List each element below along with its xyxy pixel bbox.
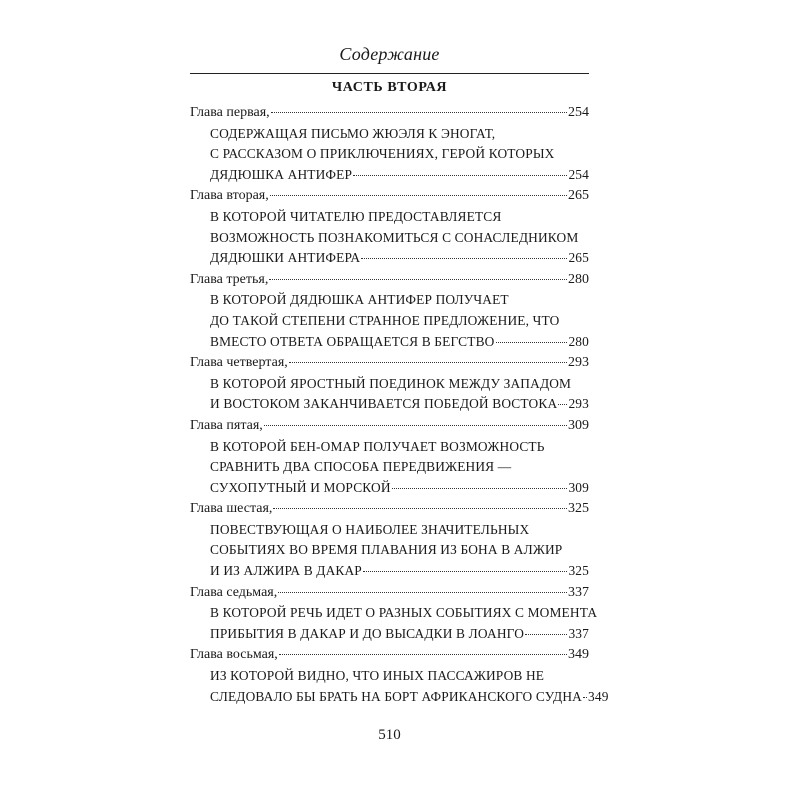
chapter-description-line-text: СОДЕРЖАЩАЯ ПИСЬМО ЖЮЭЛЯ К ЭНОГАТ,: [210, 125, 496, 141]
chapter-description-line-text: СРАВНИТЬ ДВА СПОСОБА ПЕРЕДВИЖЕНИЯ —: [210, 459, 512, 475]
chapter-description-line-page-number: 337: [568, 625, 589, 641]
dot-leader: [271, 112, 567, 113]
chapter-heading: [190, 645, 589, 666]
chapter-description-line: [190, 437, 589, 458]
chapter-description-line-page-number: 265: [568, 250, 589, 266]
dot-leader: [273, 508, 567, 509]
chapter-description-line-text: СОБЫТИЯХ ВО ВРЕМЯ ПЛАВАНИЯ ИЗ БОНА В АЛЖИР: [210, 542, 563, 558]
part-title: ЧАСТЬ ВТОРАЯ: [331, 80, 448, 95]
toc-chapter-entry: [190, 416, 589, 498]
chapter-description-line: [190, 666, 589, 687]
chapter-description-line: [190, 624, 589, 645]
chapter-description-line-text: ДЯДЮШКИ АНТИФЕРА: [210, 250, 361, 266]
chapter-description-line-text: ПРИБЫТИЯ В ДАКАР И ДО ВЫСАДКИ В ЛОАНГО: [210, 625, 525, 641]
chapter-description-line: [190, 520, 589, 541]
chapter-description-line: [190, 394, 589, 415]
toc-chapter-entry: [190, 499, 589, 581]
dot-leader: [496, 342, 568, 343]
chapter-description-line: [190, 687, 609, 708]
chapter-heading: [190, 583, 589, 604]
chapter-description-line-text: СУХОПУТНЫЙ И МОРСКОЙ: [210, 479, 391, 495]
chapter-heading: [190, 103, 589, 124]
chapter-description-line-page-number: 325: [568, 563, 589, 579]
page-number: 510: [378, 727, 401, 743]
dot-leader: [278, 592, 567, 593]
chapter-heading: [190, 499, 589, 520]
chapter-heading-page-number: 265: [568, 188, 589, 204]
chapter-description-line: [190, 228, 589, 249]
chapter-description-line: [190, 124, 589, 145]
chapter-description-line-text: В КОТОРОЙ ЧИТАТЕЛЮ ПРЕДОСТАВЛЯЕТСЯ: [210, 208, 502, 224]
chapter-description-line: [190, 457, 589, 478]
chapter-description-line-page-number: 280: [568, 333, 589, 349]
chapter-heading: [190, 353, 589, 374]
table-of-contents: [190, 103, 609, 708]
chapter-description-line: [190, 165, 589, 186]
dot-leader: [363, 571, 568, 572]
toc-chapter-entry: [190, 353, 589, 415]
dot-leader: [289, 362, 567, 363]
chapter-description-line-text: И ИЗ АЛЖИРА В ДАКАР: [210, 563, 362, 579]
toc-chapter-entry: [190, 645, 609, 707]
chapter-description-line-page-number: 293: [568, 396, 589, 412]
dot-leader: [270, 195, 567, 196]
dot-leader: [525, 634, 567, 635]
dot-leader: [392, 488, 568, 489]
chapter-description-line: [190, 144, 589, 165]
chapter-description-line: [190, 248, 589, 269]
chapter-heading-text: Глава четвертая,: [190, 355, 288, 371]
chapter-description-line-text: ВОЗМОЖНОСТЬ ПОЗНАКОМИТЬСЯ С СОНАСЛЕДНИКОМ: [210, 229, 579, 245]
chapter-heading-text: Глава восьмая,: [190, 647, 278, 663]
chapter-description-line-text: ДО ТАКОЙ СТЕПЕНИ СТРАННОЕ ПРЕДЛОЖЕНИЕ, ЧТО: [210, 312, 560, 328]
chapter-heading-text: Глава первая,: [190, 105, 270, 120]
chapter-description-line-text: ИЗ КОТОРОЙ ВИДНО, ЧТО ИНЫХ ПАССАЖИРОВ НЕ: [210, 668, 545, 684]
chapter-heading: [190, 270, 589, 291]
dot-leader: [558, 404, 567, 405]
chapter-description-line-text: ДЯДЮШКА АНТИФЕР: [210, 166, 353, 182]
chapter-heading-page-number: 280: [568, 271, 589, 287]
chapter-description-line-text: В КОТОРОЙ РЕЧЬ ИДЕТ О РАЗНЫХ СОБЫТИЯХ С МОМЕНТА: [210, 605, 598, 621]
chapter-heading-text: Глава седьмая,: [190, 584, 278, 600]
toc-chapter-entry: [190, 186, 589, 268]
dot-leader: [583, 697, 587, 698]
chapter-description-line: [190, 561, 589, 582]
toc-chapter-entry: [190, 270, 589, 352]
chapter-description-line-text: В КОТОРОЙ ЯРОСТНЫЙ ПОЕДИНОК МЕЖДУ ЗАПАДОМ: [210, 375, 572, 391]
chapter-heading-text: Глава вторая,: [190, 188, 269, 204]
running-title: Содержание: [339, 44, 440, 64]
chapter-heading-text: Глава шестая,: [190, 501, 273, 517]
chapter-description-line-text: ПОВЕСТВУЮЩАЯ О НАИБОЛЕЕ ЗНАЧИТЕЛЬНЫХ: [210, 521, 530, 537]
chapter-description-line: [190, 478, 589, 499]
dot-leader: [361, 258, 567, 259]
dot-leader: [269, 279, 567, 280]
chapter-heading-page-number: 325: [568, 501, 589, 517]
chapter-heading-page-number: 293: [568, 355, 589, 371]
chapter-description-line: [190, 207, 589, 228]
chapter-heading-text: Глава пятая,: [190, 417, 263, 433]
chapter-description-line: [190, 540, 589, 561]
chapter-description-line: [190, 374, 589, 395]
chapter-heading-page-number: 349: [568, 647, 589, 663]
dot-leader: [353, 175, 567, 176]
chapter-heading: [190, 186, 589, 207]
chapter-description-line-text: В КОТОРОЙ БЕН-ОМАР ПОЛУЧАЕТ ВОЗМОЖНОСТЬ: [210, 438, 545, 454]
chapter-description-line-page-number: 309: [568, 479, 589, 495]
chapter-heading-page-number: 309: [568, 417, 589, 433]
chapter-heading-text: Глава третья,: [190, 271, 269, 287]
header-rule: [190, 73, 589, 74]
chapter-description-line-text: В КОТОРОЙ ДЯДЮШКА АНТИФЕР ПОЛУЧАЕТ: [210, 292, 509, 308]
toc-chapter-entry: [190, 583, 598, 645]
chapter-description-line-text: И ВОСТОКОМ ЗАКАНЧИВАЕТСЯ ПОБЕДОЙ ВОСТОКА: [210, 396, 558, 412]
chapter-description-line-page-number: 349: [588, 688, 609, 704]
chapter-description-line: [190, 290, 589, 311]
chapter-heading-page-number: 337: [568, 584, 589, 600]
dot-leader: [279, 654, 567, 655]
chapter-description-line: [190, 311, 589, 332]
chapter-description-line-page-number: 254: [568, 166, 589, 182]
chapter-description-line: [190, 603, 598, 624]
toc-chapter-entry: [190, 103, 589, 185]
chapter-description-line-text: С РАССКАЗОМ О ПРИКЛЮЧЕНИЯХ, ГЕРОЙ КОТОРЫХ: [210, 146, 555, 162]
chapter-description-line-text: СЛЕДОВАЛО БЫ БРАТЬ НА БОРТ АФРИКАНСКОГО СУДНА: [210, 688, 582, 704]
chapter-description-line-text: ВМЕСТО ОТВЕТА ОБРАЩАЕТСЯ В БЕГСТВО: [210, 333, 495, 349]
chapter-heading-page-number: 254: [568, 105, 589, 120]
chapter-description-line: [190, 332, 589, 353]
dot-leader: [264, 425, 567, 426]
chapter-heading: [190, 416, 589, 437]
